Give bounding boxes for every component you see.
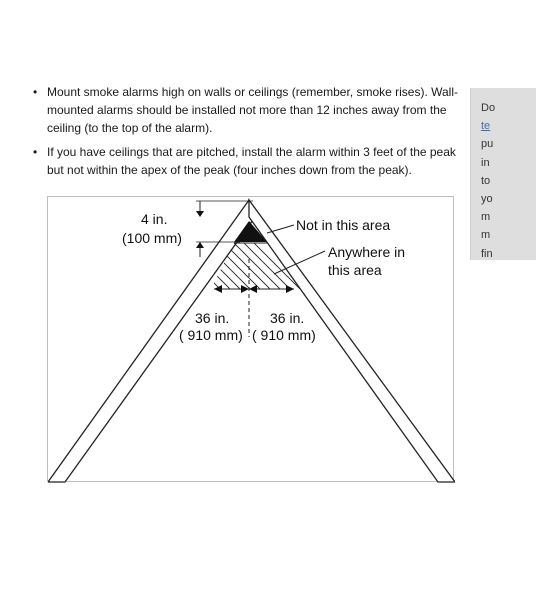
sidebar-text-lines [471,88,536,260]
anywhere-label-line2: this area [328,262,382,278]
bullet-item-wall-mount [30,83,460,138]
anywhere-label-line1: Anywhere in [328,244,406,260]
bullet-glyph: • [33,85,38,99]
apex-label-line2: (100 mm) [122,230,182,246]
bullet-glyph: • [33,144,38,159]
sidebar-text-line: to [481,174,491,187]
apex-dim-arrowhead-top [196,211,204,217]
sidebar-text-line: Do [481,102,496,114]
bullet-item-pitched-ceiling [30,143,460,179]
right-sidebar-panel [470,88,536,260]
right-dim-label-line2: ( 910 mm) [252,327,316,343]
article-bullet-list [30,83,460,184]
left-dim-arrowhead-outer [214,285,222,293]
sidebar-text-line: m [481,229,491,242]
right-dim-label-line1: 36 in. [270,310,305,326]
sidebar-link[interactable]: te [481,120,491,133]
bullet-text: If you have ceilings that are pitched, install the alarm within 3 feet of the peak but not within the apex of the peak (four inches down from the peak). [47,144,456,177]
not-area-label: Not in this area [296,217,391,233]
pitched-ceiling-diagram [47,196,454,482]
sidebar-text-line: pu [481,138,494,151]
sidebar-text-line: fin [481,247,493,260]
right-dim-arrowhead-outer [286,285,294,293]
not-area-leader [267,225,294,233]
left-dim-label-line2: ( 910 mm) [179,327,243,343]
sidebar-text-line: in [481,156,490,169]
diagram-svg [48,197,455,483]
left-dim-label-line1: 36 in. [195,310,230,326]
sidebar-text-line: yo [481,193,493,206]
apex-label-line1: 4 in. [141,211,168,227]
right-dim-arrowhead-inner [249,285,257,293]
bullet-text: Mount smoke alarms high on walls or ceilings (remember, smoke rises). Wall-mounted alarms should be installed not more than 12 inches away from the ceiling (to the top of the alarm). [47,85,459,136]
sidebar-text-line: m [481,211,491,224]
apex-dim-arrowhead-bottom [196,242,204,248]
